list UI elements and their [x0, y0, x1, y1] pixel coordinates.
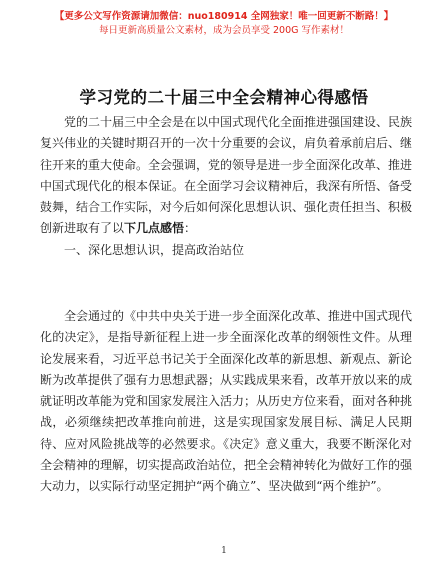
page-number: 1: [221, 546, 227, 556]
section-1-block: [40, 306, 412, 498]
section-1-heading: 一、深化思想认识，提高政治站位: [64, 242, 245, 257]
intro-text: 党的二十届三中全会是在以中国式现代化全面推进强国建设、民族复兴伟业的关键时期召开的一次十分重要的会议，肩负着承前启后、继往开来的重大使命。全会强调，党的领导是进一步全面深化改革、推进中国式现代化的根本保证。在全面学习会议精神后，我深有所悟、备受鼓舞，结合工作实际，对今后如何深化思想认识、强化责任担当、积极创新进取有了以: [40, 115, 413, 236]
document-title: 学习党的二十届三中全会精神心得感悟: [79, 88, 369, 107]
banner-line-1: 【更多公文写作资源请加微信：nuo180914 全网独家！唯一回更新不断路！】: [54, 11, 394, 22]
intro-block: [40, 112, 412, 261]
banner-line-2: 每日更新高质量公文素材，成为会员享受 200G 写作素材！: [98, 25, 350, 36]
intro-emphasis: 下几点感悟: [124, 221, 185, 236]
intro-end: ：: [184, 221, 197, 236]
section-1-paragraph: 全会通过的《中共中央关于进一步全面深化改革、推进中国式现代化的决定》，是指导新征程上进一步全面深化改革的纲领性文件。从理论发展来看，习近平总书记关于全面深化改革的新思想、新观点、新论断为改革提供了强有力思想武器；从实践成果来看，改革开放以来的成就证明改革能为党和国家发展注入活力；从历史方位来看，面对各种挑战，必须继续把改革推向前进，这是实现国家发展目标、满足人民期待、应对风险挑战等的必然要求。《决定》意义重大，我要不断深化对全会精神的理解，切实提高政治站位，把全会精神转化为做好工作的强大动力，以实际行动坚定拥护“两个确立”、坚决做到“两个维护”。: [40, 309, 413, 494]
header-banner: [0, 10, 448, 38]
intro-paragraph: [40, 112, 412, 240]
